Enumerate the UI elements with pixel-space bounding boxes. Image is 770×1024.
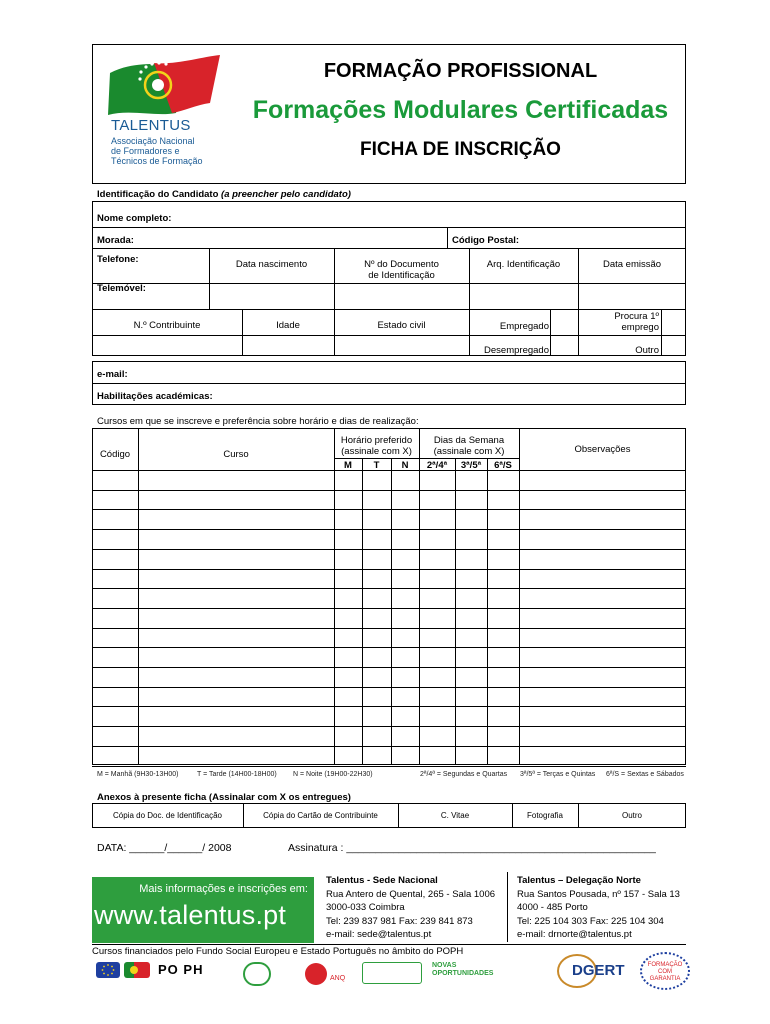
schedule-n-cell[interactable] — [392, 688, 419, 707]
legend-afternoon: T = Tarde (14H00-18H00) — [197, 771, 277, 778]
schedule-m-cell[interactable] — [335, 629, 362, 648]
course-name-cell[interactable] — [139, 510, 334, 529]
day-3-5-cell[interactable] — [456, 589, 487, 608]
attachment-photo[interactable]: Fotografia — [526, 811, 564, 820]
legend-night: N = Noite (19H00-22H30) — [293, 771, 373, 778]
observations-cell[interactable] — [520, 589, 686, 608]
north-address-block — [517, 874, 680, 942]
schedule-t-cell[interactable] — [363, 530, 391, 549]
course-code-cell[interactable] — [93, 471, 138, 490]
employed-label: Empregado — [499, 321, 549, 332]
schedule-m-cell[interactable] — [335, 668, 362, 687]
qren-logo-icon — [243, 962, 271, 986]
schedule-m-cell[interactable] — [335, 471, 362, 490]
attachment-tax-card-copy[interactable]: Cópia do Cartão de Contribuinte — [263, 811, 378, 820]
age-field[interactable] — [243, 336, 334, 356]
day-2-4-cell[interactable] — [420, 688, 455, 707]
id-document-line: Nº do Documento — [364, 259, 439, 270]
hq-address-line: Rua Antero de Quental, 265 - Sala 1006 — [326, 888, 496, 900]
schedule-m-cell[interactable] — [335, 589, 362, 608]
course-name-cell[interactable] — [139, 589, 334, 608]
observations-cell[interactable] — [520, 648, 686, 667]
schedule-n-cell[interactable] — [392, 727, 419, 746]
birth-date-label: Data nascimento — [235, 259, 308, 270]
legend-days-3: 6ª/S = Sextas e Sábados — [606, 771, 684, 778]
course-code-cell[interactable] — [93, 570, 138, 589]
schedule-t-cell[interactable] — [363, 550, 391, 569]
seeking-first-job-line: Procura 1º — [614, 311, 659, 322]
schedule-m-cell[interactable] — [335, 747, 362, 766]
schedule-title: Horário preferido — [340, 435, 413, 446]
course-code-cell[interactable] — [93, 510, 138, 529]
other-status-checkbox[interactable] — [662, 336, 686, 356]
schedule-t-cell[interactable] — [363, 570, 391, 589]
day-6-s-cell[interactable] — [488, 707, 519, 726]
anq-logo-text: ANQ — [330, 975, 346, 982]
observations-cell[interactable] — [520, 510, 686, 529]
course-name-cell[interactable] — [139, 727, 334, 746]
schedule-m-cell[interactable] — [335, 550, 362, 569]
academic-field[interactable] — [220, 384, 685, 404]
day-2-4-cell[interactable] — [420, 491, 455, 510]
day-2-4-cell[interactable] — [420, 550, 455, 569]
seeking-first-job-label — [578, 311, 659, 333]
day-3-5-cell[interactable] — [456, 688, 487, 707]
day-2-4-cell[interactable] — [420, 609, 455, 628]
day-6-s-cell[interactable] — [488, 648, 519, 667]
day-3-5-cell[interactable] — [456, 570, 487, 589]
section-note: (a preencher pelo candidato) — [221, 189, 351, 200]
hq-title: Talentus - Sede Nacional — [326, 875, 438, 886]
schedule-n-cell[interactable] — [392, 747, 419, 766]
observations-cell[interactable] — [520, 491, 686, 510]
email-label: e-mail: — [97, 369, 128, 380]
postal-code-field[interactable] — [522, 228, 685, 247]
day-6-s-cell[interactable] — [488, 530, 519, 549]
schedule-m-label: M — [344, 460, 352, 471]
section-title-text: Identificação do Candidato — [97, 189, 219, 200]
issue-date-label: Data emissão — [602, 259, 662, 270]
course-name-cell[interactable] — [139, 688, 334, 707]
postal-code-label: Código Postal: — [452, 235, 520, 246]
schedule-m-cell[interactable] — [335, 491, 362, 510]
schedule-t-cell[interactable] — [363, 707, 391, 726]
marital-status-field[interactable] — [335, 336, 469, 356]
schedule-n-cell[interactable] — [392, 609, 419, 628]
unemployed-label: Desempregado — [484, 345, 549, 356]
day-2-4-cell[interactable] — [420, 471, 455, 490]
day-2-4-cell[interactable] — [420, 510, 455, 529]
issue-date-field[interactable] — [579, 284, 686, 309]
full-name-field[interactable] — [178, 207, 685, 227]
poph-logo: PO PH — [158, 962, 204, 977]
schedule-t-cell[interactable] — [363, 688, 391, 707]
schedule-n-cell[interactable] — [392, 570, 419, 589]
course-name-cell[interactable] — [139, 609, 334, 628]
seeking-first-job-checkbox[interactable] — [662, 310, 686, 335]
schedule-m-cell[interactable] — [335, 648, 362, 667]
observations-cell[interactable] — [520, 471, 686, 490]
legend-days-1: 2ª/4ª = Segundas e Quartas — [420, 771, 508, 778]
day-2-4-label: 2ª/4ª — [426, 460, 448, 471]
day-2-4-cell[interactable] — [420, 648, 455, 667]
north-address-line: 4000 - 485 Porto — [517, 902, 588, 913]
col-code-label: Código — [99, 449, 131, 460]
day-2-4-cell[interactable] — [420, 530, 455, 549]
website-link[interactable]: www.talentus.pt — [94, 900, 287, 930]
course-name-cell[interactable] — [139, 648, 334, 667]
day-6-s-label: 6ª/S — [494, 460, 512, 471]
observations-cell[interactable] — [520, 747, 686, 766]
observations-cell[interactable] — [520, 530, 686, 549]
days-header — [419, 435, 519, 457]
schedule-m-cell[interactable] — [335, 530, 362, 549]
org-subtitle-line: de Formadores e — [111, 146, 180, 156]
catalogo-logo-icon — [362, 962, 422, 984]
course-name-cell[interactable] — [139, 530, 334, 549]
course-name-cell[interactable] — [139, 550, 334, 569]
day-2-4-cell[interactable] — [420, 727, 455, 746]
day-6-s-cell[interactable] — [488, 589, 519, 608]
course-code-cell[interactable] — [93, 491, 138, 510]
day-6-s-cell[interactable] — [488, 471, 519, 490]
email-field[interactable] — [130, 362, 685, 382]
unemployed-checkbox[interactable] — [551, 336, 578, 356]
schedule-n-cell[interactable] — [392, 668, 419, 687]
attachment-id-copy[interactable]: Cópia do Doc. de Identificação — [113, 811, 222, 820]
schedule-t-cell[interactable] — [363, 668, 391, 687]
course-code-cell[interactable] — [93, 707, 138, 726]
col-course-label: Curso — [223, 449, 249, 460]
days-title: Dias da Semana — [433, 435, 505, 446]
observations-cell[interactable] — [520, 727, 686, 746]
day-3-5-cell[interactable] — [456, 727, 487, 746]
legend-morning: M = Manhã (9H30-13H00) — [97, 771, 179, 778]
schedule-t-cell[interactable] — [363, 510, 391, 529]
attachments-title: Anexos à presente ficha (Assinalar com X os entregues) — [97, 792, 351, 803]
course-name-cell[interactable] — [139, 629, 334, 648]
tax-number-field[interactable] — [93, 336, 242, 356]
tax-number-label: N.º Contribuinte — [133, 320, 201, 331]
day-6-s-cell[interactable] — [488, 550, 519, 569]
seeking-first-job-line: emprego — [621, 322, 659, 333]
day-6-s-cell[interactable] — [488, 491, 519, 510]
observations-cell[interactable] — [520, 570, 686, 589]
date-line[interactable]: DATA: ______/______/ 2008 — [97, 842, 232, 854]
org-subtitle — [111, 136, 221, 166]
day-3-5-cell[interactable] — [456, 471, 487, 490]
course-code-cell[interactable] — [93, 589, 138, 608]
schedule-t-cell[interactable] — [363, 629, 391, 648]
attachment-cv[interactable]: C. Vitae — [440, 811, 470, 820]
guarantee-seal-text: FORMAÇÃO COM GARANTIA — [647, 962, 683, 982]
hq-email: e-mail: sede@talentus.pt — [326, 929, 432, 940]
age-label: Idade — [276, 320, 300, 331]
day-2-4-cell[interactable] — [420, 747, 455, 766]
course-name-cell[interactable] — [139, 491, 334, 510]
attachment-other[interactable]: Outro — [621, 811, 642, 820]
schedule-t-label: T — [373, 460, 380, 471]
day-2-4-cell[interactable] — [420, 707, 455, 726]
observations-cell[interactable] — [520, 629, 686, 648]
talentus-flag-logo — [106, 53, 224, 117]
more-info-text: Mais informações e inscrições em: — [139, 883, 308, 895]
novas-oportunidades-logo: NOVAS OPORTUNIDADES — [432, 962, 494, 977]
schedule-t-cell[interactable] — [363, 471, 391, 490]
course-code-cell[interactable] — [93, 550, 138, 569]
course-name-cell[interactable] — [139, 747, 334, 766]
day-3-5-cell[interactable] — [456, 609, 487, 628]
schedule-n-cell[interactable] — [392, 629, 419, 648]
schedule-m-cell[interactable] — [335, 727, 362, 746]
schedule-n-cell[interactable] — [392, 471, 419, 490]
address-label: Morada: — [97, 235, 134, 246]
day-3-5-cell[interactable] — [456, 491, 487, 510]
course-name-cell[interactable] — [139, 668, 334, 687]
id-document-line: de Identificação — [368, 270, 435, 281]
course-code-cell[interactable] — [93, 747, 138, 766]
schedule-t-cell[interactable] — [363, 747, 391, 766]
day-3-5-cell[interactable] — [456, 668, 487, 687]
day-2-4-cell[interactable] — [420, 570, 455, 589]
course-name-cell[interactable] — [139, 471, 334, 490]
course-name-cell[interactable] — [139, 570, 334, 589]
id-document-field[interactable] — [335, 284, 469, 309]
schedule-n-cell[interactable] — [392, 491, 419, 510]
schedule-m-cell[interactable] — [335, 570, 362, 589]
north-title: Talentus – Delegação Norte — [517, 875, 641, 886]
hq-phone: Tel: 239 837 981 Fax: 239 841 873 — [326, 915, 473, 927]
course-code-cell[interactable] — [93, 629, 138, 648]
academic-label: Habilitações académicas: — [97, 391, 213, 402]
course-name-cell[interactable] — [139, 707, 334, 726]
schedule-n-cell[interactable] — [392, 589, 419, 608]
schedule-t-cell[interactable] — [363, 648, 391, 667]
day-6-s-cell[interactable] — [488, 629, 519, 648]
observations-cell[interactable] — [520, 688, 686, 707]
schedule-n-cell[interactable] — [392, 707, 419, 726]
marital-status-label: Estado civil — [377, 320, 426, 331]
observations-label: Observações — [574, 444, 631, 455]
north-address-line: Rua Santos Pousada, nº 157 - Sala 13 — [517, 888, 680, 900]
schedule-m-cell[interactable] — [335, 609, 362, 628]
anq-logo-icon — [305, 963, 327, 985]
course-code-cell[interactable] — [93, 668, 138, 687]
course-code-cell[interactable] — [93, 648, 138, 667]
observations-cell[interactable] — [520, 668, 686, 687]
day-6-s-cell[interactable] — [488, 510, 519, 529]
day-3-5-cell[interactable] — [456, 648, 487, 667]
legend-days-2: 3ª/5ª = Terças e Quintas — [520, 771, 596, 778]
schedule-m-cell[interactable] — [335, 707, 362, 726]
day-6-s-cell[interactable] — [488, 609, 519, 628]
birth-date-field[interactable] — [210, 284, 334, 309]
title-formacoes-modulares: Formações Modulares Certificadas — [252, 96, 669, 124]
hq-address-line: 3000-033 Coimbra — [326, 902, 405, 913]
phone-label: Telefone: — [97, 254, 139, 265]
day-6-s-cell[interactable] — [488, 668, 519, 687]
days-note: (assinale com X) — [433, 446, 505, 457]
schedule-t-cell[interactable] — [363, 589, 391, 608]
schedule-t-cell[interactable] — [363, 727, 391, 746]
day-6-s-cell[interactable] — [488, 570, 519, 589]
day-2-4-cell[interactable] — [420, 589, 455, 608]
id-document-label — [334, 259, 469, 281]
schedule-m-cell[interactable] — [335, 688, 362, 707]
observations-cell[interactable] — [520, 550, 686, 569]
schedule-t-cell[interactable] — [363, 491, 391, 510]
full-name-label: Nome completo: — [97, 213, 172, 224]
day-6-s-cell[interactable] — [488, 747, 519, 766]
schedule-n-cell[interactable] — [392, 510, 419, 529]
schedule-n-cell[interactable] — [392, 530, 419, 549]
signature-line[interactable]: Assinatura : _____________________________________________________ — [288, 842, 656, 854]
schedule-m-cell[interactable] — [335, 510, 362, 529]
day-6-s-cell[interactable] — [488, 688, 519, 707]
schedule-t-cell[interactable] — [363, 609, 391, 628]
day-3-5-cell[interactable] — [456, 747, 487, 766]
day-2-4-cell[interactable] — [420, 629, 455, 648]
id-archive-label: Arq. Identificação — [486, 259, 561, 270]
title-ficha: FICHA DE INSCRIÇÃO — [360, 139, 561, 160]
course-code-cell[interactable] — [93, 530, 138, 549]
title-formacao: FORMAÇÃO PROFISSIONAL — [323, 60, 598, 82]
other-status-label: Outro — [635, 345, 659, 356]
address-field[interactable] — [140, 228, 446, 247]
dgert-logo: DGERT — [572, 962, 625, 979]
org-name: TALENTUS — [111, 117, 191, 134]
eu-flag-icon — [96, 962, 120, 978]
funding-text: Cursos financiados pelo Fundo Social Europeu e Estado Português no âmbito do POPH — [92, 946, 464, 957]
north-email: e-mail: drnorte@talentus.pt — [517, 929, 632, 940]
day-2-4-cell[interactable] — [420, 668, 455, 687]
observations-cell[interactable] — [520, 609, 686, 628]
course-code-cell[interactable] — [93, 609, 138, 628]
candidate-section-title — [97, 189, 351, 200]
schedule-n-cell[interactable] — [392, 648, 419, 667]
courses-intro: Cursos em que se inscreve e preferência sobre horário e dias de realização: — [97, 416, 419, 427]
course-code-cell[interactable] — [93, 727, 138, 746]
schedule-n-label: N — [401, 460, 409, 471]
day-3-5-cell[interactable] — [456, 707, 487, 726]
observations-cell[interactable] — [520, 707, 686, 726]
org-subtitle-line: Associação Nacional — [111, 136, 195, 146]
portugal-flag-icon — [124, 962, 150, 978]
org-subtitle-line: Técnicos de Formação — [111, 156, 203, 166]
schedule-note: (assinale com X) — [341, 446, 412, 457]
schedule-header — [334, 435, 419, 457]
day-3-5-cell[interactable] — [456, 510, 487, 529]
mobile-label: Telemóvel: — [97, 283, 146, 294]
day-6-s-cell[interactable] — [488, 727, 519, 746]
course-code-cell[interactable] — [93, 688, 138, 707]
id-archive-field[interactable] — [470, 284, 578, 309]
day-3-5-cell[interactable] — [456, 629, 487, 648]
day-3-5-cell[interactable] — [456, 530, 487, 549]
employed-checkbox[interactable] — [551, 310, 578, 335]
day-3-5-cell[interactable] — [456, 550, 487, 569]
schedule-n-cell[interactable] — [392, 550, 419, 569]
north-phone: Tel: 225 104 303 Fax: 225 104 304 — [517, 915, 664, 927]
hq-address-block — [326, 874, 495, 942]
day-3-5-label: 3ª/5ª — [460, 460, 482, 471]
